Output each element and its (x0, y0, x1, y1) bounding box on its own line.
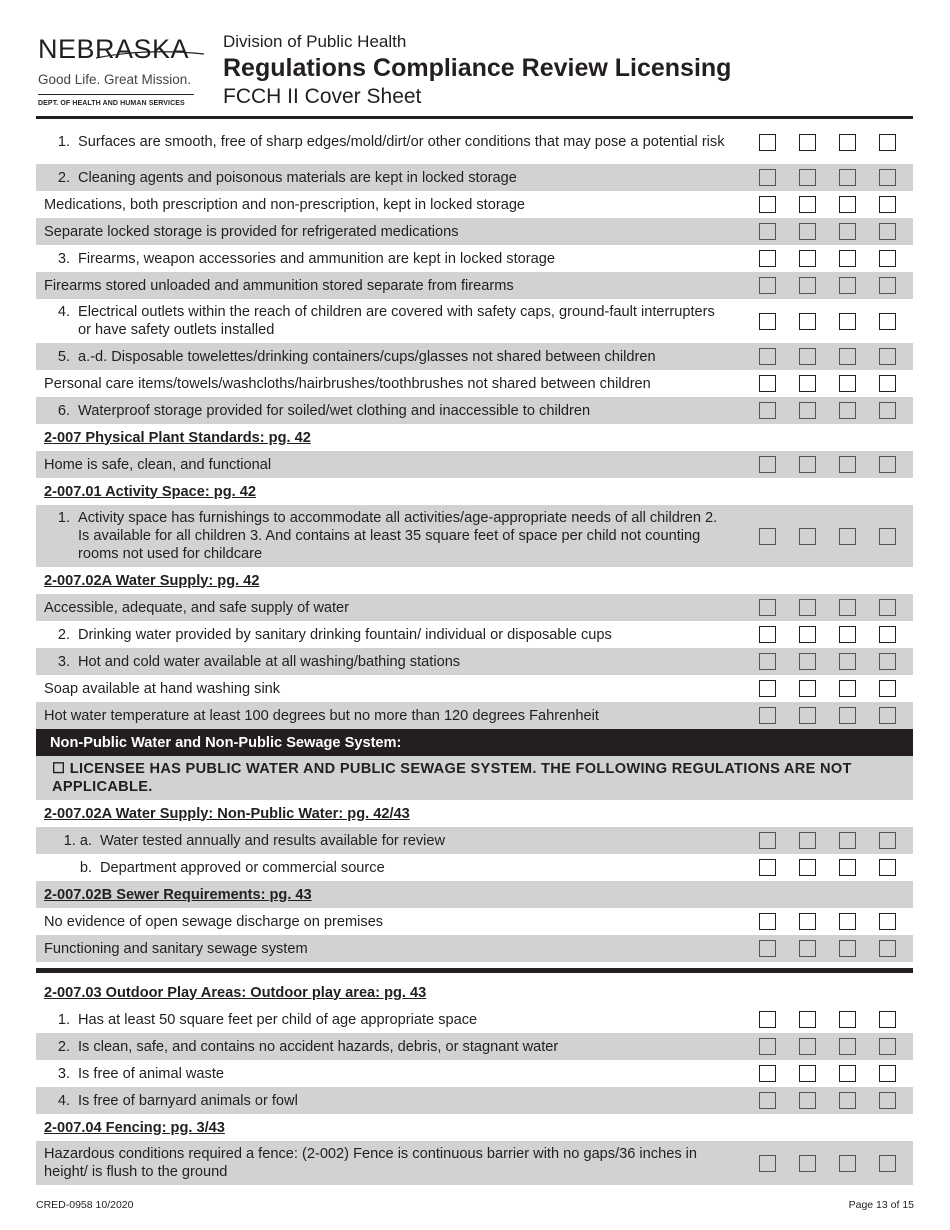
checklist-row (36, 1087, 913, 1114)
compliance-checkbox[interactable] (839, 456, 856, 473)
compliance-checkbox[interactable] (799, 913, 816, 930)
compliance-checkbox[interactable] (879, 653, 896, 670)
compliance-checkbox[interactable] (879, 1065, 896, 1082)
item-number: 2. (57, 1038, 70, 1055)
compliance-checkbox[interactable] (759, 277, 776, 294)
compliance-checkbox[interactable] (839, 223, 856, 240)
nebraska-dhhs-logo (36, 34, 206, 108)
compliance-checkbox[interactable] (759, 1092, 776, 1109)
checklist-row (36, 854, 913, 881)
item-text: Hazardous conditions required a fence: (2-002) Fence is continuous barrier with no gaps/36 inches in height/ is flush to the ground (44, 1146, 698, 1180)
section-title: 2-007 Physical Plant Standards: pg. 42 (44, 429, 311, 446)
item-text: Surfaces are smooth, free of sharp edges/mold/dirt/or other conditions that may pose a potential risk (78, 134, 725, 150)
item-number: 1. (57, 1011, 70, 1028)
checklist-row (36, 702, 913, 729)
item-text: Home is safe, clean, and functional (44, 456, 272, 473)
section-title: 2-007.03 Outdoor Play Areas: Outdoor play area: pg. 43 (44, 984, 427, 1001)
compliance-checkbox[interactable] (839, 599, 856, 616)
compliance-checkbox[interactable] (839, 313, 856, 330)
item-number: 1. a. (63, 832, 92, 849)
checklist-row (36, 675, 913, 702)
compliance-checkbox[interactable] (759, 626, 776, 643)
compliance-checkbox[interactable] (879, 680, 896, 697)
compliance-checkbox[interactable] (839, 375, 856, 392)
compliance-checkbox[interactable] (879, 913, 896, 930)
compliance-checkbox[interactable] (799, 250, 816, 267)
checklist-row (36, 505, 913, 567)
compliance-checkbox[interactable] (879, 223, 896, 240)
compliance-checkbox[interactable] (879, 832, 896, 849)
compliance-checkbox[interactable] (799, 134, 816, 151)
notice-text: LICENSEE HAS PUBLIC WATER AND PUBLIC SEWAGE SYSTEM. THE FOLLOWING REGULATIONS ARE NOT APPLICABLE. (52, 761, 852, 795)
item-number: 1. (57, 510, 70, 526)
compliance-checkbox[interactable] (759, 1065, 776, 1082)
item-text: Firearms, weapon accessories and ammunition are kept in locked storage (78, 250, 555, 267)
checklist-table (36, 120, 913, 1185)
item-text: Soap available at hand washing sink (44, 680, 281, 697)
compliance-checkbox[interactable] (839, 169, 856, 186)
checklist-row (36, 935, 913, 962)
compliance-checkbox[interactable] (839, 250, 856, 267)
compliance-checkbox[interactable] (799, 1092, 816, 1109)
compliance-checkbox[interactable] (759, 134, 776, 151)
compliance-checkbox[interactable] (799, 223, 816, 240)
compliance-checkbox[interactable] (799, 707, 816, 724)
compliance-checkbox[interactable] (879, 169, 896, 186)
compliance-checkbox[interactable] (839, 1065, 856, 1082)
compliance-checkbox[interactable] (799, 653, 816, 670)
compliance-checkbox[interactable] (759, 707, 776, 724)
compliance-checkbox[interactable] (879, 1038, 896, 1055)
compliance-checkbox[interactable] (879, 250, 896, 267)
compliance-checkbox[interactable] (759, 940, 776, 957)
checklist-row (36, 370, 913, 397)
item-text: a.-d. Disposable towelettes/drinking containers/cups/glasses not shared between children (78, 348, 656, 365)
compliance-checkbox[interactable] (799, 832, 816, 849)
compliance-checkbox[interactable] (879, 940, 896, 957)
compliance-checkbox[interactable] (839, 277, 856, 294)
compliance-checkbox[interactable] (839, 859, 856, 876)
item-number: 3. (57, 653, 70, 670)
compliance-checkbox[interactable] (759, 375, 776, 392)
compliance-checkbox[interactable] (799, 859, 816, 876)
compliance-checkbox[interactable] (759, 313, 776, 330)
item-text: Personal care items/towels/washcloths/hairbrushes/toothbrushes not shared between children (44, 375, 651, 392)
item-text: Hot water temperature at least 100 degrees but no more than 120 degrees Fahrenheit (44, 707, 599, 724)
compliance-checkbox[interactable] (799, 375, 816, 392)
checklist-row (36, 908, 913, 935)
item-text: Water tested annually and results available for review (100, 832, 446, 849)
compliance-checkbox[interactable] (839, 680, 856, 697)
checklist-row (36, 164, 913, 191)
item-text: Separate locked storage is provided for refrigerated medications (44, 223, 459, 240)
compliance-checkbox[interactable] (879, 375, 896, 392)
compliance-checkbox[interactable] (879, 859, 896, 876)
item-text: Accessible, adequate, and safe supply of water (44, 599, 350, 616)
checklist-row (36, 1141, 913, 1185)
compliance-checkbox[interactable] (879, 134, 896, 151)
item-text: Waterproof storage provided for soiled/wet clothing and inaccessible to children (78, 402, 591, 419)
item-number: 2. (57, 169, 70, 186)
compliance-checkbox[interactable] (839, 913, 856, 930)
section-heading (36, 424, 913, 451)
compliance-checkbox[interactable] (839, 348, 856, 365)
compliance-checkbox[interactable] (799, 1038, 816, 1055)
section-heading (36, 1114, 913, 1141)
not-applicable-checkbox[interactable]: ☐ (52, 761, 66, 777)
section-title: 2-007.04 Fencing: pg. 3/43 (44, 1119, 225, 1136)
checklist-row (36, 621, 913, 648)
item-number: 3. (57, 250, 70, 267)
compliance-checkbox[interactable] (879, 1155, 896, 1172)
compliance-checkbox[interactable] (759, 913, 776, 930)
section-heading (36, 881, 913, 908)
checklist-row (36, 343, 913, 370)
compliance-checkbox[interactable] (879, 348, 896, 365)
section-heading (36, 979, 913, 1006)
compliance-checkbox[interactable] (879, 1011, 896, 1028)
compliance-checkbox[interactable] (759, 599, 776, 616)
division-name: Division of Public Health (223, 32, 407, 51)
compliance-checkbox[interactable] (799, 626, 816, 643)
section-banner (36, 729, 913, 756)
checklist-row (36, 451, 913, 478)
item-text: Electrical outlets within the reach of children are covered with safety caps, ground-fault interrupters or have safety outlets installed (78, 304, 715, 338)
logo-swoosh-icon (36, 34, 206, 68)
checklist-row (36, 594, 913, 621)
compliance-checkbox[interactable] (759, 402, 776, 419)
compliance-checkbox[interactable] (799, 348, 816, 365)
compliance-checkbox[interactable] (839, 196, 856, 213)
section-title: 2-007.02B Sewer Requirements: pg. 43 (44, 886, 312, 903)
compliance-checkbox[interactable] (759, 456, 776, 473)
compliance-checkbox[interactable] (759, 1155, 776, 1172)
item-text: Is clean, safe, and contains no accident hazards, debris, or stagnant water (78, 1038, 559, 1055)
compliance-checkbox[interactable] (759, 348, 776, 365)
compliance-checkbox[interactable] (799, 1155, 816, 1172)
compliance-checkbox[interactable] (759, 196, 776, 213)
compliance-checkbox[interactable] (759, 223, 776, 240)
compliance-checkbox[interactable] (879, 402, 896, 419)
compliance-checkbox[interactable] (839, 134, 856, 151)
item-number: 1. (57, 134, 70, 150)
compliance-checkbox[interactable] (799, 169, 816, 186)
item-text: No evidence of open sewage discharge on premises (44, 913, 384, 930)
checklist-row (36, 1060, 913, 1087)
logo-department: DEPT. OF HEALTH AND HUMAN SERVICES (38, 100, 185, 107)
compliance-checkbox[interactable] (879, 456, 896, 473)
page-title: Regulations Compliance Review Licensing (223, 54, 732, 82)
item-number: b. (79, 859, 92, 876)
section-heading (36, 567, 913, 594)
compliance-checkbox[interactable] (759, 859, 776, 876)
checklist-row (36, 191, 913, 218)
not-applicable-notice (36, 756, 913, 800)
item-text: Department approved or commercial source (100, 859, 385, 876)
item-text: Functioning and sanitary sewage system (44, 940, 308, 957)
item-text: Is free of animal waste (78, 1065, 225, 1082)
compliance-checkbox[interactable] (839, 1092, 856, 1109)
item-text: Activity space has furnishings to accommodate all activities/age-appropriate needs of all children 2. Is available for all children 3. And contains at least 35 square feet of space per child not counting rooms not used for childcare (78, 510, 718, 562)
section-title: 2-007.02A Water Supply: pg. 42 (44, 572, 260, 589)
compliance-checkbox[interactable] (839, 402, 856, 419)
item-text: Hot and cold water available at all washing/bathing stations (78, 653, 461, 670)
page-subtitle: FCCH II Cover Sheet (223, 85, 422, 108)
compliance-checkbox[interactable] (759, 653, 776, 670)
compliance-checkbox[interactable] (799, 402, 816, 419)
compliance-checkbox[interactable] (879, 1092, 896, 1109)
compliance-checkbox[interactable] (839, 653, 856, 670)
checklist-row (36, 218, 913, 245)
compliance-checkbox[interactable] (799, 313, 816, 330)
checklist-row (36, 827, 913, 854)
checklist-row (36, 397, 913, 424)
compliance-checkbox[interactable] (799, 277, 816, 294)
compliance-checkbox[interactable] (839, 940, 856, 957)
logo-wordmark: NEBRASKA (38, 34, 190, 64)
compliance-checkbox[interactable] (759, 169, 776, 186)
page-number: Page 13 of 15 (848, 1199, 914, 1211)
item-text: Has at least 50 square feet per child of age appropriate space (78, 1011, 478, 1028)
item-number: 6. (57, 402, 70, 419)
checklist-row (36, 299, 913, 343)
section-divider (36, 968, 913, 973)
compliance-checkbox[interactable] (759, 680, 776, 697)
item-text: Is free of barnyard animals or fowl (78, 1092, 298, 1109)
compliance-checkbox[interactable] (839, 528, 856, 545)
compliance-checkbox[interactable] (879, 196, 896, 213)
section-heading (36, 478, 913, 505)
compliance-checkbox[interactable] (759, 1038, 776, 1055)
checklist-row (36, 120, 913, 164)
item-text: Medications, both prescription and non-prescription, kept in locked storage (44, 196, 526, 213)
compliance-checkbox[interactable] (759, 528, 776, 545)
banner-title: Non-Public Water and Non-Public Sewage System: (50, 734, 402, 751)
compliance-checkbox[interactable] (879, 626, 896, 643)
item-text: Drinking water provided by sanitary drinking fountain/ individual or disposable cups (78, 626, 612, 643)
logo-divider (38, 94, 194, 95)
item-number: 5. (57, 348, 70, 365)
compliance-checkbox[interactable] (839, 1038, 856, 1055)
compliance-checkbox[interactable] (879, 277, 896, 294)
item-text: Cleaning agents and poisonous materials are kept in locked storage (78, 169, 517, 186)
compliance-checkbox[interactable] (879, 528, 896, 545)
item-text: Firearms stored unloaded and ammunition stored separate from firearms (44, 277, 514, 294)
checklist-row (36, 648, 913, 675)
compliance-checkbox[interactable] (839, 832, 856, 849)
compliance-checkbox[interactable] (759, 832, 776, 849)
logo-tagline: Good Life. Great Mission. (38, 72, 192, 87)
compliance-checkbox[interactable] (799, 528, 816, 545)
item-number: 4. (57, 304, 70, 320)
item-number: 4. (57, 1092, 70, 1109)
checklist-row (36, 245, 913, 272)
item-number: 2. (57, 626, 70, 643)
compliance-checkbox[interactable] (839, 1011, 856, 1028)
compliance-checkbox[interactable] (759, 1011, 776, 1028)
item-number: 3. (57, 1065, 70, 1082)
checklist-row (36, 272, 913, 299)
compliance-checkbox[interactable] (839, 626, 856, 643)
compliance-checkbox[interactable] (799, 1011, 816, 1028)
compliance-checkbox[interactable] (839, 707, 856, 724)
section-title: 2-007.02A Water Supply: Non-Public Water: pg. 42/43 (44, 805, 410, 822)
header-rule (36, 116, 913, 119)
compliance-checkbox[interactable] (879, 707, 896, 724)
checklist-row (36, 1006, 913, 1033)
form-number: CRED-0958 10/2020 (36, 1199, 134, 1211)
section-title: 2-007.01 Activity Space: pg. 42 (44, 483, 256, 500)
page-header (36, 30, 916, 116)
compliance-checkbox[interactable] (799, 196, 816, 213)
compliance-checkbox[interactable] (799, 940, 816, 957)
compliance-checkbox[interactable] (799, 599, 816, 616)
compliance-checkbox[interactable] (759, 250, 776, 267)
section-heading (36, 800, 913, 827)
compliance-checkbox[interactable] (839, 1155, 856, 1172)
compliance-checkbox[interactable] (879, 313, 896, 330)
checklist-row (36, 1033, 913, 1060)
compliance-checkbox[interactable] (799, 456, 816, 473)
compliance-checkbox[interactable] (799, 680, 816, 697)
compliance-checkbox[interactable] (879, 599, 896, 616)
compliance-checkbox[interactable] (799, 1065, 816, 1082)
